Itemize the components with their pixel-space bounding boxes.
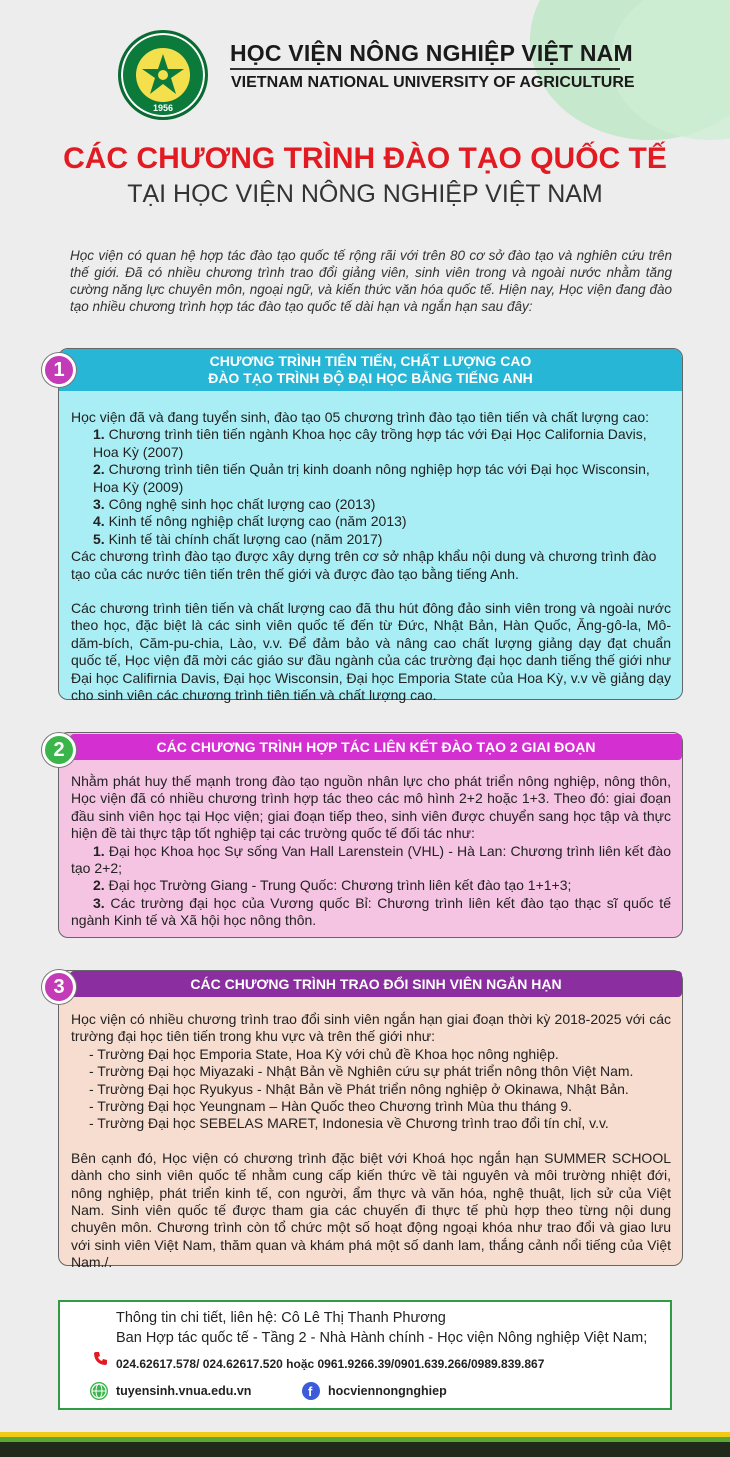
section-1-lead: Học viện đã và đang tuyển sinh, đào tạo 05 chương trình đào tạo tiên tiến và chất lượng cao: — [71, 409, 650, 425]
intro-text: Học viện có quan hệ hợp tác đào tạo quốc tế rộng rãi với trên 80 cơ sở đào tạo và nghiên cứu trên thế giới. Đã có nhiều chương trình trao đổi giảng viên, sinh viên trong và ngoài nước nhằm tăng cường năng lực chuyên môn, ngoại ngữ, và kiến thức văn hóa quốc tế. Hiện nay, Học viện đang đào tạo nhiều chương trình hợp tác đào tạo quốc tế dài hạn và ngắn hạn sau đây: — [70, 248, 672, 314]
section-2-box — [58, 732, 683, 938]
section-1-body — [71, 409, 671, 705]
list-item: - Trường Đại học Miyazaki - Nhật Bản về Nghiên cứu sự phát triển nông thôn Việt Nam. — [89, 1063, 634, 1080]
header-divider — [230, 68, 620, 70]
star-icon — [136, 48, 190, 102]
section-2-lead: Nhằm phát huy thế mạnh trong đào tạo nguồn nhân lực cho phát triển nông nghiệp, nông thôn, Học viện đã có nhiều chương trình hợp tác theo các mô hình 2+2 hoặc 1+3. Theo đó: giai đoạn đầu sinh viên học tại Học viện; giai đoạn tiếp theo, sinh viên được chuyển sang học tập và thực hiện đề tài thực tập tốt nghiệp tại các trường quốc tế đối tác như: — [71, 773, 671, 842]
phone-numbers: 024.62617.578/ 024.62617.520 hoặc 0961.9266.39/0901.639.266/0989.839.867 — [116, 1357, 545, 1371]
section-3-lead: Học viện có nhiều chương trình trao đổi sinh viên ngắn hạn giai đoạn thời kỳ 2018-2025 với các trường đại học tiên tiến trong khu vực và trên thế giới như: — [71, 1011, 671, 1045]
section-1-badge: 1 — [42, 353, 76, 387]
section-2-header: CÁC CHƯƠNG TRÌNH HỢP TÁC LIÊN KẾT ĐÀO TẠO 2 GIAI ĐOẠN — [70, 734, 682, 760]
contact-person: Thông tin chi tiết, liên hệ: Cô Lê Thị Thanh Phương — [116, 1310, 446, 1326]
list-item: 2. Chương trình tiên tiến Quản trị kinh doanh nông nghiệp hợp tác với Đại học Wisconsin, Hoa Kỳ (2009) — [93, 461, 650, 495]
section-3-badge: 3 — [42, 970, 76, 1004]
list-item: 2. Đại học Trường Giang - Trung Quốc: Chương trình liên kết đào tạo 1+1+3; — [93, 877, 572, 894]
facebook-icon — [302, 1382, 320, 1400]
section-3-body — [71, 1011, 671, 1272]
page-title: CÁC CHƯƠNG TRÌNH ĐÀO TẠO QUỐC TẾ — [63, 142, 667, 175]
university-name: HỌC VIỆN NÔNG NGHIỆP VIỆT NAM — [230, 40, 633, 66]
page-subtitle: TẠI HỌC VIỆN NÔNG NGHIỆP VIỆT NAM — [127, 180, 603, 208]
svg-text:f: f — [308, 1384, 313, 1399]
contact-office: Ban Hợp tác quốc tế - Tầng 2 - Nhà Hành chính - Học viện Nông nghiệp Việt Nam; — [116, 1330, 648, 1346]
list-item: - Trường Đại học Ryukyus - Nhật Bản về Phát triển nông nghiệp ở Okinawa, Nhật Bản. — [89, 1080, 629, 1097]
section-2-badge: 2 — [42, 733, 76, 767]
list-item: 4. Kinh tế nông nghiệp chất lượng cao (năm 2013) — [93, 513, 407, 530]
stripe — [0, 1437, 730, 1442]
logo-emblem — [136, 48, 190, 102]
section-3-header: CÁC CHƯƠNG TRÌNH TRAO ĐỔI SINH VIÊN NGẮN HẠN — [70, 971, 682, 997]
list-item: 1. Đại học Khoa học Sự sống Van Hall Larenstein (VHL) - Hà Lan: Chương trình liên kết đào tạo 2+2; — [71, 842, 671, 877]
list-item: - Trường Đại học Emporia State, Hoa Kỳ với chủ đề Khoa học nông nghiệp. — [89, 1045, 559, 1062]
section-2-body — [71, 773, 671, 930]
list-item: 5. Kinh tế tài chính chất lượng cao (năm 2017) — [93, 530, 383, 547]
list-item: - Trường Đại học SEBELAS MARET, Indonesia về Chương trình trao đổi tín chỉ, v.v. — [89, 1115, 609, 1132]
section-1-box — [58, 348, 683, 704]
logo-year: 1956 — [152, 103, 174, 113]
facebook-link[interactable]: hocviennongnghiep — [328, 1384, 447, 1398]
university-name-english: VIETNAM NATIONAL UNIVERSITY OF AGRICULTURE — [231, 74, 635, 91]
globe-icon — [90, 1382, 108, 1400]
section-3-paragraph: Bên cạnh đó, Học viện có chương trình đặc biệt với Khoá học ngắn hạn SUMMER SCHOOL dành cho sinh viên quốc tế nhằm cung cấp kiến thức về tài nguyên và môi trường nhiệt đới, nông nghiệp, phát triển kinh tế, con người, ẩm thực và văn hóa, nghệ thuật, lịch sử của Việt Nam. Sinh viên quốc tế được tham gia các chuyến đi thực tế phù hợp theo từng nội dung chuyên môn. Chương trình còn tổ chức một số hoạt động ngoại khóa như trao đổi và giao lưu với sinh viên Việt Nam, thăm quan và khám phá một số danh lam, thắng cảnh nổi tiếng của Việt Nam./. — [71, 1149, 671, 1271]
section-3-box — [58, 970, 683, 1271]
list-item: 3. Các trường đại học của Vương quốc Bỉ: Chương trình liên kết đào tạo thạc sĩ quốc tế ngành Kinh tế và Xã hội học nông thôn. — [71, 894, 671, 929]
list-item: 3. Công nghệ sinh học chất lượng cao (2013) — [93, 496, 376, 513]
section-1-header-line2: ĐÀO TẠO TRÌNH ĐỘ ĐẠI HỌC BẰNG TIẾNG ANH — [208, 370, 533, 386]
list-item: 1. Chương trình tiên tiến ngành Khoa học cây trồng hợp tác với Đại Học California Davis, Hoa Kỳ (2007) — [93, 426, 647, 460]
section-1-paragraph: Các chương trình đào tạo được xây dựng trên cơ sở nhập khẩu nội dung và chương trình đào tạo của các nước tiên tiến trên thế giới và được đào tạo bằng tiếng Anh. — [71, 548, 657, 582]
list-item: - Trường Đại học Yeungnam – Hàn Quốc theo Chương trình Mùa thu tháng 9. — [89, 1098, 573, 1115]
section-1-paragraph: Các chương trình tiên tiến và chất lượng cao đã thu hút đông đảo sinh viên trong và ngoài nước theo học, đặc biệt là các sinh viên quốc tế đến từ Đức, Nhật Bản, Hàn Quốc, Ăng-gô-la, Mô-dăm-bích, Căm-pu-chia, Lào, v.v. Để đảm bảo và nâng cao chất lượng giảng dạy đạt chuẩn quốc tế, Học viện đã mời các giáo sư đầu ngành của các trường đại học danh tiếng thế giới như Đại học Califirnia Davis, Đại học Wisconsin, Đại học Emporia State của Hoa Kỳ, v.v về giảng dạy cho sinh viên các chương trình tiên tiến và chất lượng cao. — [71, 600, 671, 704]
section-1-header-line1: CHƯƠNG TRÌNH TIÊN TIẾN, CHẤT LƯỢNG CAO — [209, 353, 532, 369]
contact-box — [58, 1300, 672, 1410]
bottom-bar — [0, 1432, 730, 1457]
university-logo — [118, 30, 208, 120]
website-link[interactable]: tuyensinh.vnua.edu.vn — [116, 1384, 252, 1398]
phone-icon — [92, 1350, 110, 1368]
section-1-header — [59, 349, 682, 391]
